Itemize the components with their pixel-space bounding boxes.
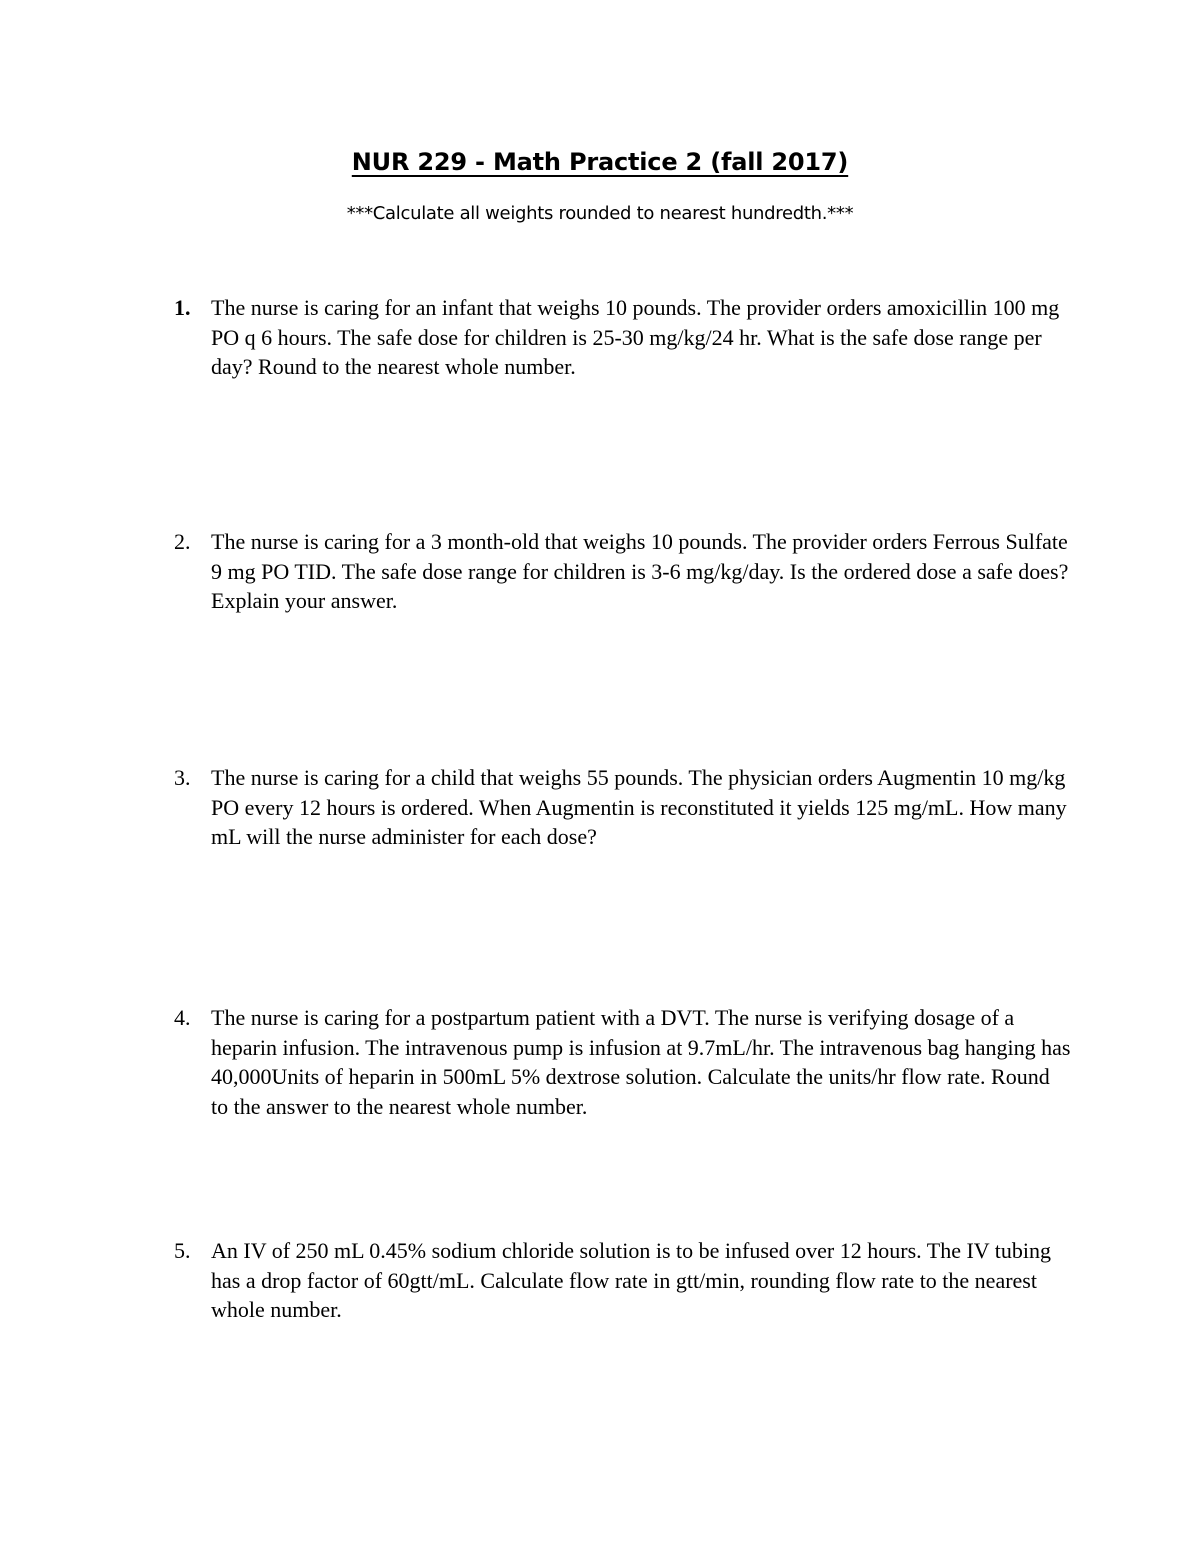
question-number: 2.	[174, 529, 191, 554]
question-2	[174, 527, 1074, 616]
question-3	[174, 763, 1074, 852]
question-text: The nurse is caring for an infant that weighs 10 pounds. The provider orders amoxicillin 100 mg PO q 6 hours. The safe dose for children is 25-30 mg/kg/24 hr. What is the safe dose range per day? Round to the nearest whole number.	[211, 295, 1060, 379]
question-5	[174, 1236, 1074, 1325]
instructions: ***Calculate all weights rounded to nearest hundredth.***	[346, 203, 854, 224]
page-title: NUR 229 - Math Practice 2 (fall 2017)	[351, 148, 849, 176]
question-4	[174, 1003, 1074, 1121]
question-number: 4.	[174, 1005, 191, 1030]
question-1	[174, 293, 1074, 382]
question-text: The nurse is caring for a child that weighs 55 pounds. The physician orders Augmentin 10 mg/kg PO every 12 hours is ordered. When Augmentin is reconstituted it yields 125 mg/mL. How many mL will the nurse administer for each dose?	[211, 765, 1067, 849]
question-number: 1.	[174, 295, 191, 320]
question-text: The nurse is caring for a 3 month-old that weighs 10 pounds. The provider orders Ferrous Sulfate 9 mg PO TID. The safe dose range for children is 3-6 mg/kg/day. Is the ordered dose a safe does? Explain your answer.	[211, 529, 1069, 613]
question-text: An IV of 250 mL 0.45% sodium chloride solution is to be infused over 12 hours. The IV tubing has a drop factor of 60gtt/mL. Calculate flow rate in gtt/min, rounding flow rate to the nearest whole number.	[211, 1238, 1051, 1322]
question-number: 3.	[174, 765, 191, 790]
question-text: The nurse is caring for a postpartum patient with a DVT. The nurse is verifying dosage of a heparin infusion. The intravenous pump is infusion at 9.7mL/hr. The intravenous bag hanging has 40,000Units of heparin in 500mL 5% dextrose solution. Calculate the units/hr flow rate. Round to the answer to the nearest whole number.	[211, 1005, 1071, 1119]
question-number: 5.	[174, 1238, 191, 1263]
